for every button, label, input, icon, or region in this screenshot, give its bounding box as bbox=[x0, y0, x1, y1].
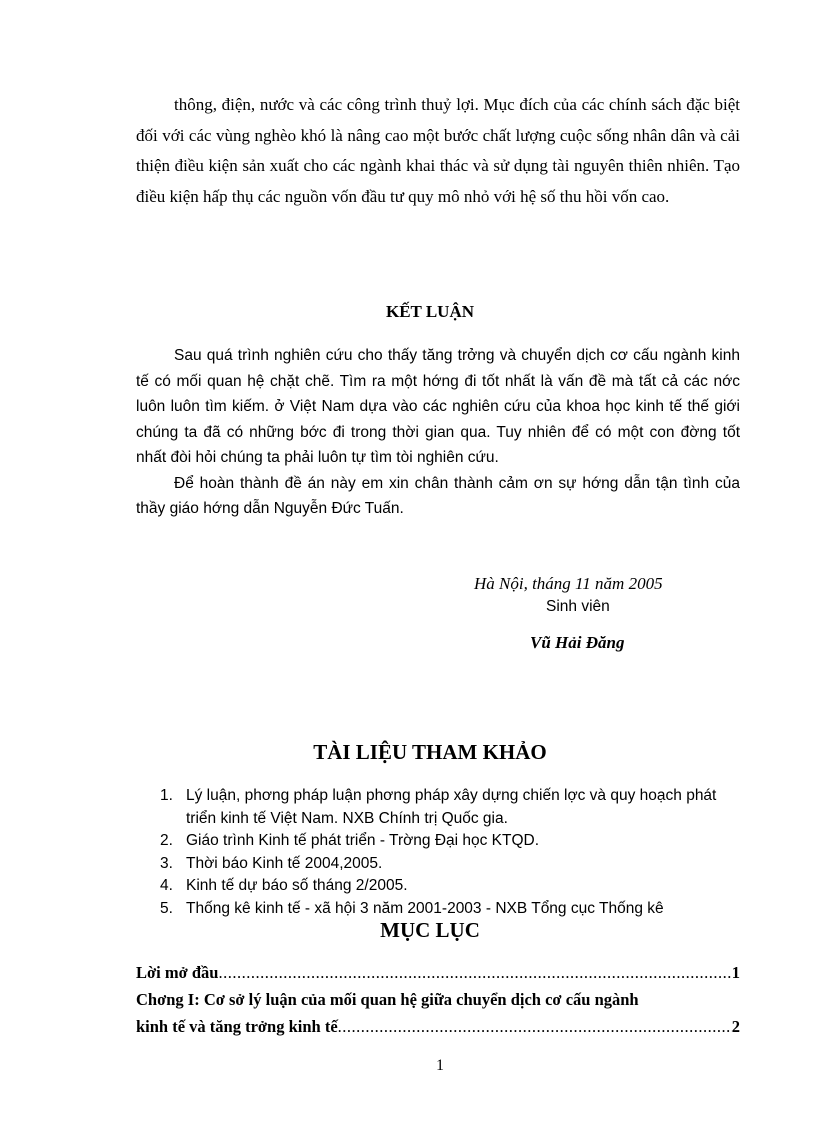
intro-section bbox=[136, 90, 740, 212]
signature-name: Vũ Hải Đăng bbox=[530, 633, 625, 652]
signature-role: Sinh viên bbox=[546, 598, 610, 615]
conclusion-paragraph-2: Để hoàn thành đề án này em xin chân thành cảm ơn sự hớng dẫn tận tình của thầy giáo hớng dẫn Nguyễn Đức Tuấn. bbox=[136, 474, 740, 517]
reference-item: 1. Lý luận, phơng pháp luận phơng pháp xây dựng chiến lợc và quy hoạch phát triển kinh tế Việt Nam. NXB Chính trị Quốc gia. bbox=[160, 787, 717, 827]
intro-paragraph: thông, điện, nước và các công trình thuỷ lợi. Mục đích của các chính sách đặc biệt đối với các vùng nghèo khó là nâng cao một bước chất lượng cuộc sống nhân dân và cải thiện điều kiện sản xuất cho các ngành khai thác và sử dụng tài nguyên thiên nhiên. Tạo điều kiện hấp thụ các nguồn vốn đầu tư quy mô nhỏ với hệ số thu hồi vốn cao. bbox=[136, 95, 740, 206]
toc-entry-intro[interactable]: Lời mở đầu ..... 1 bbox=[136, 959, 740, 986]
signature-place-date: Hà Nội, tháng 11 năm 2005 bbox=[474, 574, 663, 593]
conclusion-title: KẾT LUẬN bbox=[385, 302, 474, 321]
reference-item: 4. Kinh tế dự báo số tháng 2/2005. bbox=[160, 877, 408, 894]
references-title: TÀI LIỆU THAM KHẢO bbox=[313, 740, 547, 764]
toc-title: MỤC LỤC bbox=[380, 918, 480, 942]
reference-item: 2. Giáo trình Kinh tế phát triển - Trờng Đại học KTQD. bbox=[160, 832, 540, 849]
references-list bbox=[160, 785, 740, 920]
table-of-contents bbox=[136, 959, 740, 1040]
reference-item: 5. Thống kê kinh tế - xã hội 3 năm 2001-2003 - NXB Tổng cục Thống kê bbox=[160, 899, 664, 917]
conclusion-section bbox=[136, 343, 740, 522]
reference-item: 3. Thời báo Kinh tế 2004,2005. bbox=[160, 854, 383, 872]
toc-entry-chapter-1-line-2[interactable]: kinh tế và tăng trởng kinh tế ..... 2 bbox=[136, 1013, 740, 1040]
page-number: 1 bbox=[436, 1057, 444, 1074]
toc-entry-chapter-1-line-1[interactable]: Chơng I: Cơ sở lý luận của mối quan hệ giữa chuyển dịch cơ cấu ngành bbox=[136, 990, 639, 1009]
conclusion-paragraph-1: Sau quá trình nghiên cứu cho thấy tăng trởng và chuyển dịch cơ cấu ngành kinh tế có mối quan hệ chặt chẽ. Tìm ra một hớng đi tốt nhất là vấn đề mà tất cả các nớc luôn luôn tìm kiếm. ở Việt Nam dựa vào các nghiên cứu của khoa học kinh tế thế giới chúng ta đã có những bớc đi trong thời gian qua. Tuy nhiên để có một con đờng tốt nhất đòi hỏi chúng ta phải luôn tự tìm tòi nghiên cứu. bbox=[136, 347, 740, 466]
